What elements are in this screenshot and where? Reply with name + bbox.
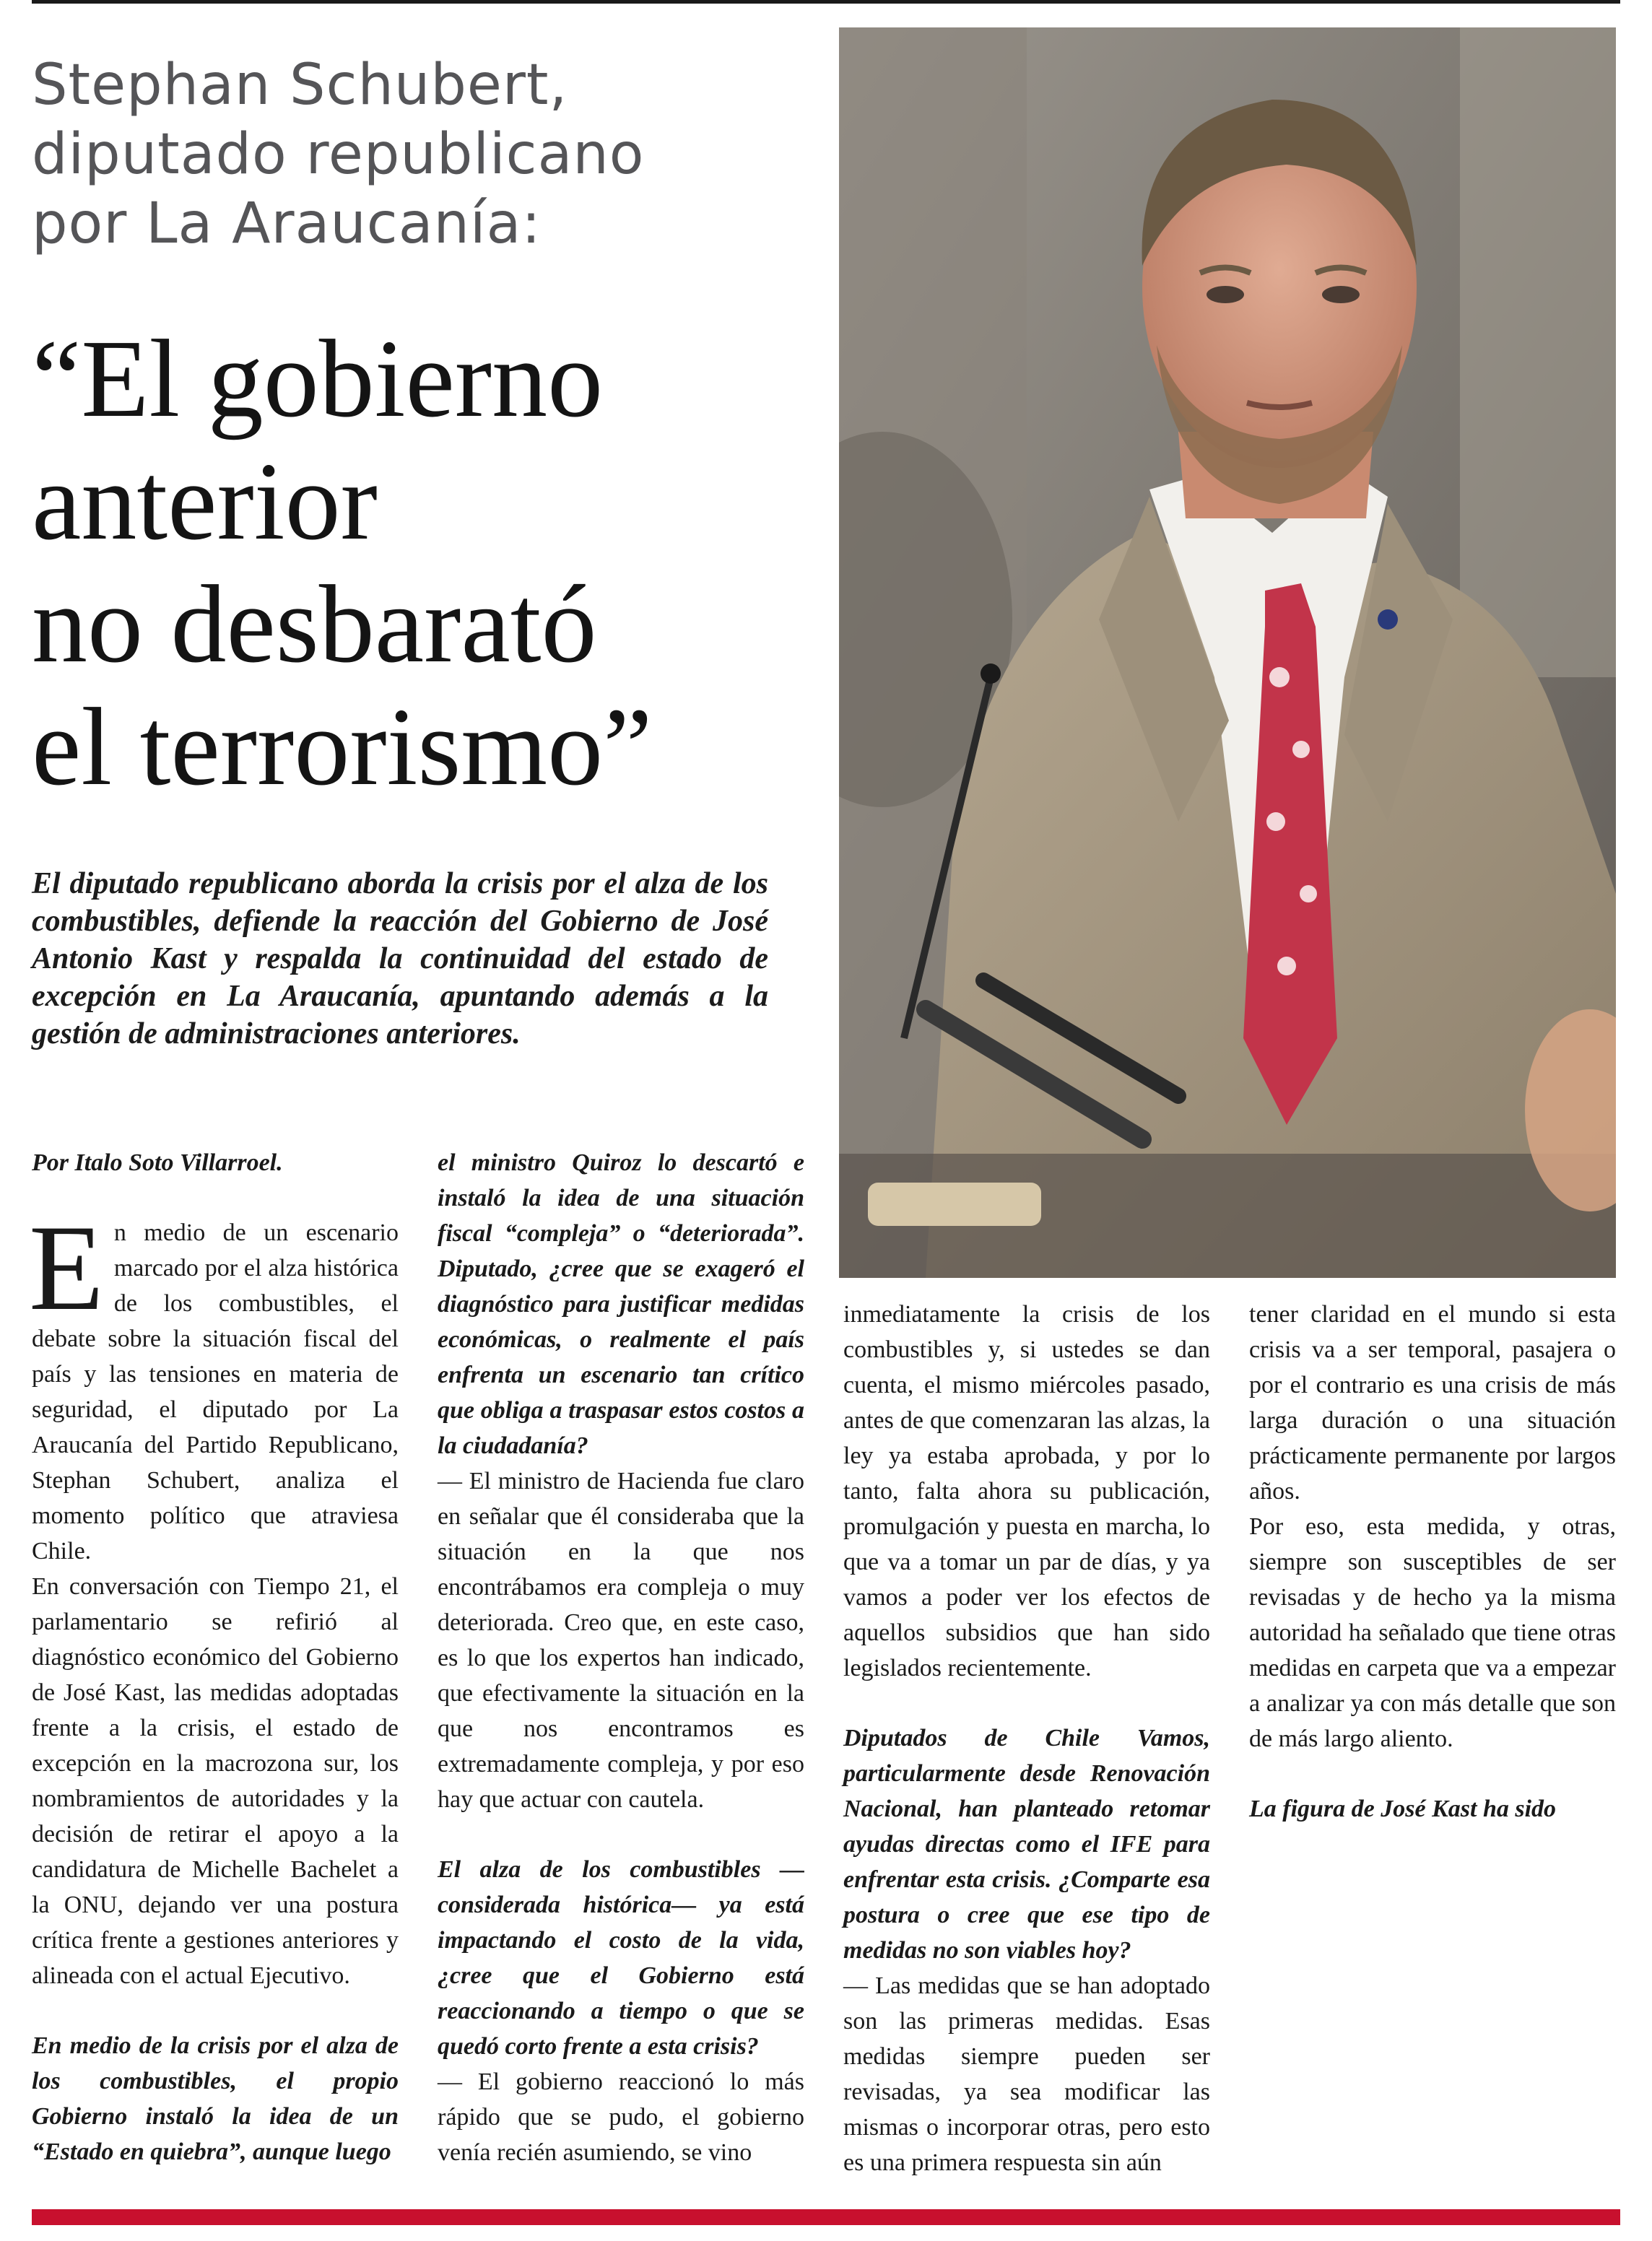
body-column-3 (843, 1297, 1210, 2180)
portrait-photo (839, 27, 1616, 1278)
answer-text: — El ministro de Hacienda fue claro en señalar que él consideraba que la situación en la que nos encontrábamos era compleja o muy deteriorada. Creo que, en este caso, es lo que los expertos han indicado, que efectivamente la situación en la que nos encontramos es extremadamente compleja, y por eso hay que actuar con cautela. (438, 1468, 804, 1813)
body-column-2 (438, 1145, 804, 2170)
byline: Por Italo Soto Villarroel. (32, 1149, 283, 1176)
body-paragraph: En conversación con Tiempo 21, el parlamentario se refirió al diagnóstico económico del Gobierno de José Kast, las medidas adoptadas frente a la crisis, el estado de excepción en la macrozona sur, los nombramientos de autoridades y la decisión de retirar el apoyo a la candidatura de Michelle Bachelet a la ONU, dejando ver una postura crítica frente a gestiones anteriores y alineada con el actual Ejecutivo. (32, 1573, 399, 1989)
interview-answer (438, 2064, 804, 2170)
kicker (32, 51, 826, 258)
interview-answer (1249, 1297, 1616, 1509)
lead-paragraph: El diputado republicano aborda la crisis por el alza de los combustibles, defiende la reacción del Gobierno de José Antonio Kast y respalda la continuidad del estado de excepción en La Araucanía, apuntando además a la gestión de administraciones anteriores. (32, 867, 768, 1050)
interview-question (438, 1145, 804, 1463)
paragraph-text: n medio de un escenario marcado por el alza histórica de los combustibles, el debate sobre la situación fiscal del país y las tensiones en materia de seguridad, el diputado por La Araucanía del Partido Republicano, Stephan Schubert, analiza el momento político que atraviesa Chile. (32, 1219, 399, 1565)
answer-text: — El gobierno reaccionó lo más rápido que se pudo, el gobierno venía recién asumiendo, se vino (438, 2068, 804, 2166)
portrait-illustration (839, 27, 1616, 1278)
answer-text: inmediatamente la crisis de los combustibles y, si ustedes se dan cuenta, el mismo miércoles pasado, antes de que comenzaran las alzas, la ley ya estaba aprobada, y por lo tanto, falta ahora su publicación, promulgación y puesta en marcha, lo que va a tomar un par de días, y ya vamos a poder ver los efectos de aquellos subsidios que han sido legislados recientemente. (843, 1301, 1210, 1681)
question-text: En medio de la crisis por el alza de los combustibles, el propio Gobierno instaló la idea de un “Estado en quiebra”, aunque luego (32, 2032, 399, 2165)
kicker-line: por La Araucanía: (32, 191, 542, 256)
interview-answer (843, 1297, 1210, 1686)
headline-line: “El gobierno (32, 318, 604, 440)
interview-answer (1249, 1509, 1616, 1757)
headline-line: el terrorismo” (32, 686, 653, 809)
body-column-1 (29, 1145, 399, 2170)
interview-answer (438, 1463, 804, 1817)
bottom-accent-rule (32, 2209, 1620, 2225)
question-text: La figura de José Kast ha sido (1249, 1796, 1557, 1822)
headline-line: no desbarató (32, 563, 597, 686)
kicker-line: Stephan Schubert, (32, 53, 568, 118)
body-column-4 (1249, 1297, 1616, 1827)
question-text: El alza de los combustibles —considerada histórica— ya está impactando el costo de la vida, ¿cree que el Gobierno está reaccionando a tiempo o que se quedó corto frente a esta crisis? (438, 1856, 804, 2060)
kicker-line: diputado republicano (32, 122, 645, 187)
interview-question (1249, 1791, 1616, 1827)
headline (32, 318, 840, 809)
answer-text: — Las medidas que se han adoptado son las primeras medidas. Esas medidas siempre pueden ser revisadas, ya sea modificar las mismas o incorporar otras, pero esto es una primera respuesta sin aún (843, 1972, 1210, 2176)
answer-text: tener claridad en el mundo si esta crisis va a ser temporal, pasajera o por el contrario es una crisis de más larga duración o una situación prácticamente permanente por largos años. (1249, 1301, 1616, 1505)
interview-answer (843, 1968, 1210, 2180)
answer-text: Por eso, esta medida, y otras, siempre son susceptibles de ser revisadas y de hecho ya la misma autoridad ha señalado que tiene otras medidas en carpeta que va a empezar a analizar ya con más detalle que son de más largo aliento. (1249, 1513, 1616, 1752)
top-rule (32, 0, 1620, 4)
drop-cap: E (29, 1200, 104, 1336)
question-text: Diputados de Chile Vamos, particularmente desde Renovación Nacional, han planteado retomar ayudas directas como el IFE para enfrentar esta crisis. ¿Comparte esa postura o cree que ese tipo de medidas no son viables hoy? (843, 1725, 1210, 1964)
interview-question (32, 2028, 399, 2170)
headline-line: anterior (32, 440, 378, 563)
question-text: el ministro Quiroz lo descartó e instaló la idea de una situación fiscal “compleja” o “deteriorada”. Diputado, ¿cree que se exageró el diagnóstico para justificar medidas económicas, o realmente el país enfrenta un escenario tan crítico que obliga a traspasar estos costos a la ciudadanía? (438, 1149, 804, 1459)
body-paragraph (29, 1200, 399, 1569)
interview-question (438, 1852, 804, 2064)
interview-question (843, 1720, 1210, 1968)
